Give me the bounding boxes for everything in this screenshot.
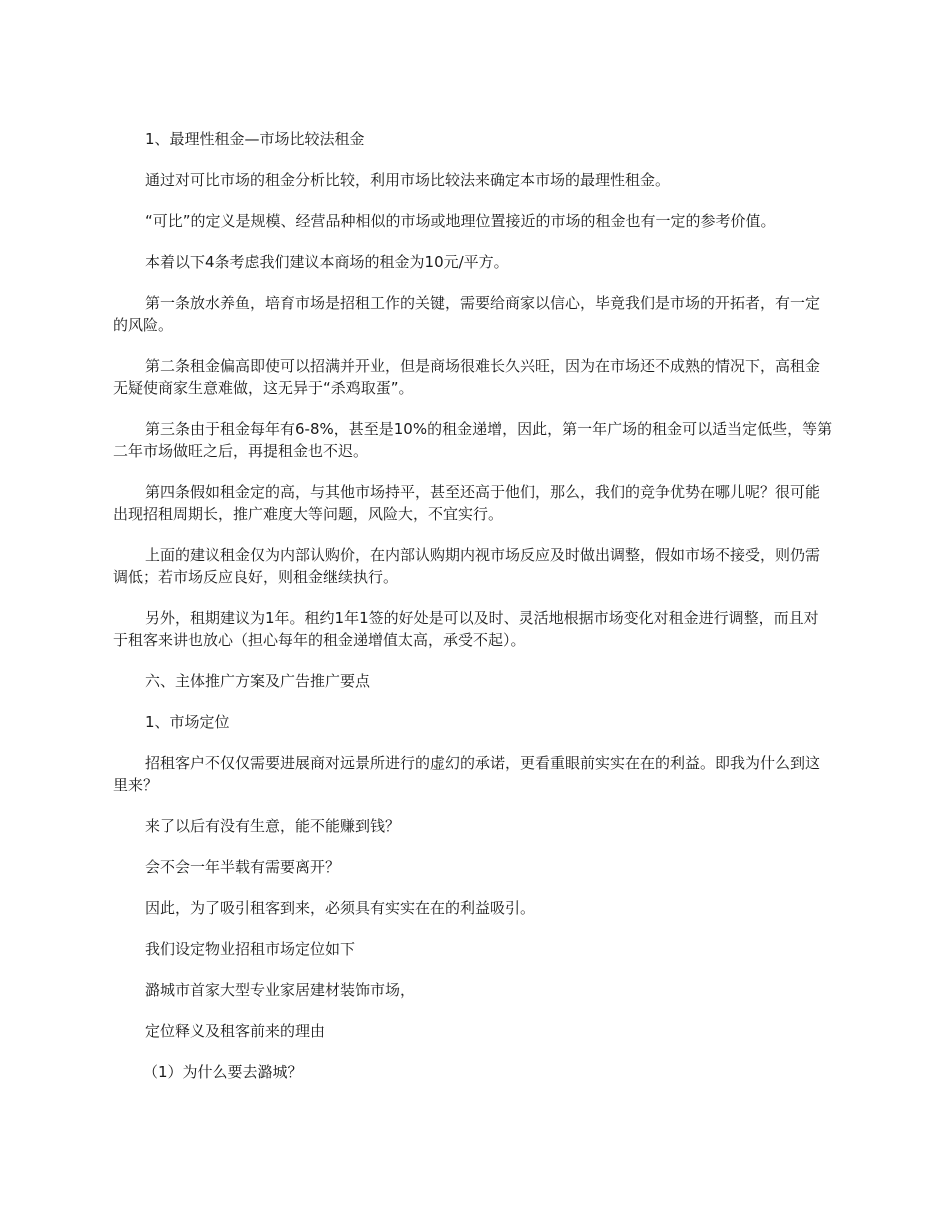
paragraph: 我们设定物业招租市场定位如下 bbox=[145, 940, 356, 958]
section-heading-market-positioning: 1、市场定位 bbox=[145, 713, 230, 731]
paragraph: 第三条由于租金每年有6-8%，甚至是10%的租金递增，因此，第一年广场的租金可以适当定低些，等第二年市场做旺之后，再提租金也不迟。 bbox=[113, 420, 833, 460]
paragraph: 本着以下4条考虑我们建议本商场的租金为10元/平方。 bbox=[145, 253, 509, 271]
section-heading-promotion: 六、主体推广方案及广告推广要点 bbox=[145, 672, 371, 690]
sub-heading-why-lucheng: （1）为什么要去潞城？ bbox=[143, 1063, 303, 1081]
document-body bbox=[113, 128, 833, 1102]
paragraph: 潞城市首家大型专业家居建材装饰市场， bbox=[145, 981, 416, 999]
section-heading-rational-rent: 1、最理性租金—市场比较法租金 bbox=[145, 130, 365, 148]
paragraph: 另外，租期建议为1年。租约1年1签的好处是可以及时、灵活地根据市场变化对租金进行调整，而且对于租客来讲也放心（担心每年的租金递增值太高，承受不起）。 bbox=[113, 609, 819, 649]
paragraph: 第一条放水养鱼，培育市场是招租工作的关键，需要给商家以信心，毕竟我们是市场的开拓者，有一定的风险。 bbox=[113, 294, 821, 334]
paragraph: 上面的建议租金仅为内部认购价，在内部认购期内视市场反应及时做出调整，假如市场不接受，则仍需调低；若市场反应良好，则租金继续执行。 bbox=[113, 546, 821, 586]
paragraph: 定位释义及租客前来的理由 bbox=[145, 1022, 326, 1040]
paragraph: 来了以后有没有生意，能不能赚到钱？ bbox=[145, 817, 401, 835]
paragraph: 会不会一年半载有需要离开？ bbox=[145, 858, 341, 876]
paragraph: 通过对可比市场的租金分析比较，利用市场比较法来确定本市场的最理性租金。 bbox=[145, 171, 671, 189]
paragraph: 第四条假如租金定的高，与其他市场持平，甚至还高于他们，那么，我们的竞争优势在哪儿呢？很可能出现招租周期长，推广难度大等问题，风险大，不宜实行。 bbox=[113, 483, 821, 523]
paragraph: “可比”的定义是规模、经营品种相似的市场或地理位置接近的市场的租金也有一定的参考价值。 bbox=[145, 212, 776, 230]
paragraph: 招租客户不仅仅需要进展商对远景所进行的虚幻的承诺，更看重眼前实实在在的利益。即我为什么到这里来？ bbox=[113, 754, 821, 794]
paragraph: 因此，为了吸引租客到来，必须具有实实在在的利益吸引。 bbox=[145, 899, 536, 917]
paragraph: 第二条租金偏高即使可以招满并开业，但是商场很难长久兴旺，因为在市场还不成熟的情况下，高租金无疑使商家生意难做，这无异于“杀鸡取蛋”。 bbox=[113, 357, 821, 397]
